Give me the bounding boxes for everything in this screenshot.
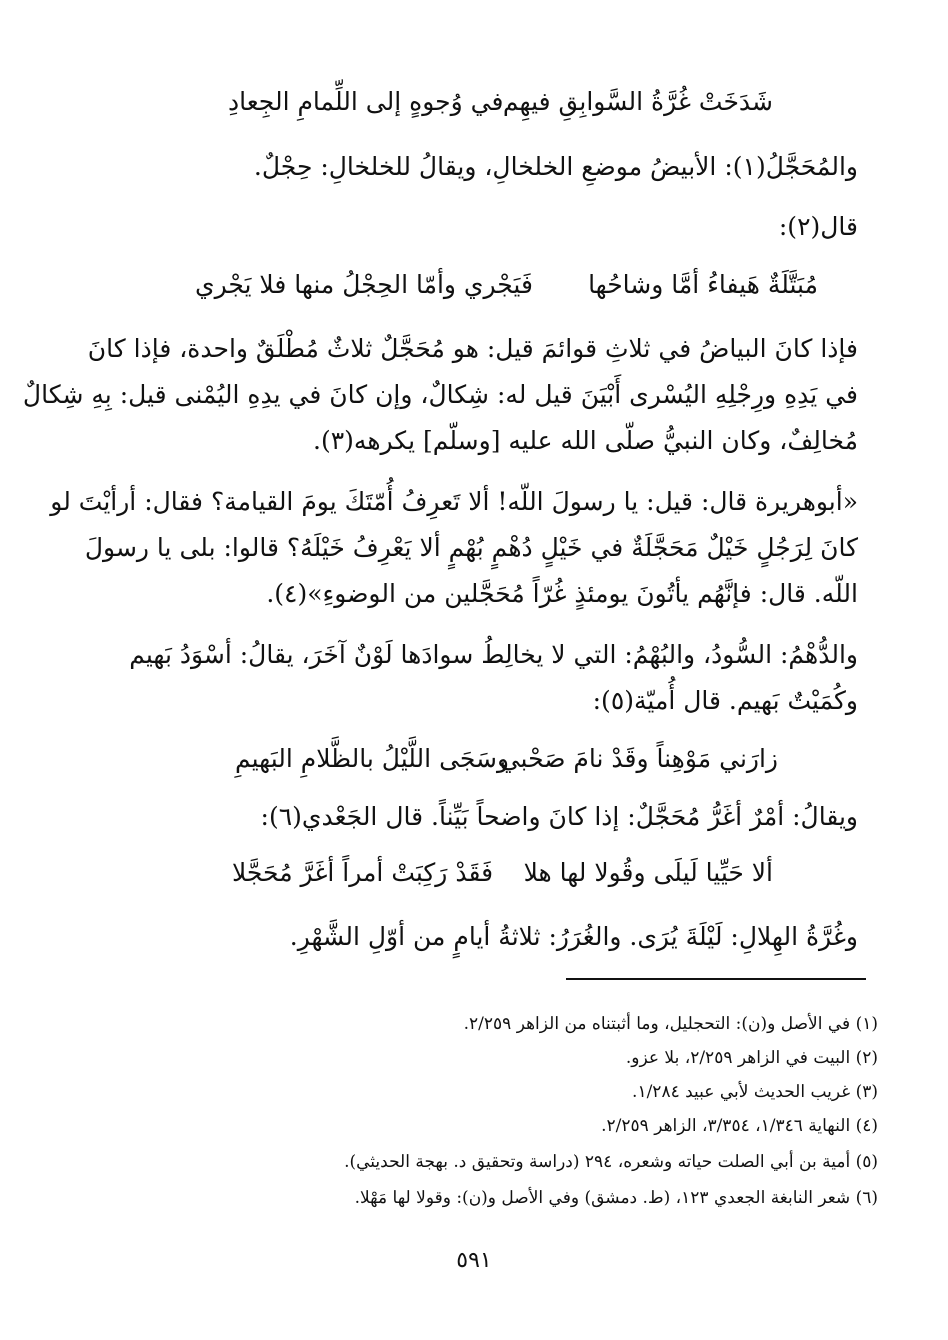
body-line-5: مُخالِفٌ، وكان النبيُّ صلّى الله عليه [وسلّم] يكرهه(٣). [313, 426, 858, 455]
verse-3-hemistich-right: زارَني مَوْهِناً وقَدْ نامَ صَحْبي [499, 744, 778, 773]
verse-3-hemistich-left: وسَجَى اللَّيْلُ بالظَّلامِ البَهيمِ [235, 744, 510, 773]
page-number: ٥٩١ [456, 1248, 492, 1273]
footnote-6: (٦) شعر النابغة الجعدي ١٢٣، (ط. دمشق) وفي الأصل و(ن): وقولا لها مَهْلا. [354, 1188, 878, 1208]
body-line-9: والدُّهْمُ: السُّودُ، والبُهْمُ: التي لا يخالِطُ سوادَها لَوْنٌ آخَرَ، يقالُ: أسْوَدُ بَهيم [129, 640, 858, 669]
verse-2-hemistich-left: فَيَجْري وأمّا الحِجْلُ منها فلا يَجْري [195, 270, 533, 299]
body-line-6: «أبوهريرة قال: قيل: يا رسولَ اللّه! ألا تَعرِفُ أُمّتَكَ يومَ القيامة؟ فقال: أرأيْتَ لو [50, 487, 858, 516]
footnote-3: (٣) غريب الحديث لأبي عبيد ١/٢٨٤. [632, 1082, 878, 1102]
body-line-8: اللّه. قال: فإنَّهُم يأتُونَ يومئذٍ غُرّاً مُحَجَّلين من الوضوءِ»(٤). [266, 579, 858, 608]
verse-1-hemistich-left: في وُجوهٍ إلى اللِّمامِ الجِعادِ [228, 87, 504, 116]
body-line-10: وكُمَيْتٌ بَهيم. قال أُميّة(٥): [592, 686, 858, 715]
footnote-2: (٢) البيت في الزاهر ٢/٢٥٩، بلا عزو. [625, 1048, 878, 1068]
footnote-4: (٤) النهاية ١/٣٤٦، ٣/٣٥٤، الزاهر ٢/٢٥٩. [601, 1116, 878, 1136]
verse-4-hemistich-right: ألا حَيِّيا لَيلَى وقُولا لها هلا [523, 858, 773, 887]
body-line-12: وغُرَّةُ الهِلالِ: لَيْلَةَ يُرَى. والغُرَرُ: ثلاثةُ أيامٍ من أوّلِ الشَّهْرِ. [289, 922, 858, 951]
footnote-5: (٥) أمية بن أبي الصلت حياته وشعره، ٢٩٤ (دراسة وتحقيق د. بهجة الحديثي). [344, 1152, 878, 1172]
body-line-7: كانَ لِرَجُلٍ خَيْلٌ مَحَجَّلَةٌ في خَيْلٍ دُهْمٍ بُهْمٍ ألا يَعْرِفُ خَيْلَهُ؟ قالوا: بلى يا رسولَ [84, 533, 858, 562]
body-line-11: ويقالُ: أمْرٌ أغَرُّ مُحَجَّلٌ: إذا كانَ واضحاً بَيِّناً. قال الجَعْدي(٦): [260, 802, 858, 831]
body-line-1: والمُحَجَّلُ(١): الأبيضُ موضعِ الخلخالِ، ويقالُ للخلخالِ: حِجْلٌ. [253, 152, 858, 181]
body-line-2: قال(٢): [778, 212, 858, 241]
body-line-3: فإذا كانَ البياضُ في ثلاثِ قوائمَ قيل: هو مُحَجَّلٌ ثلاثٌ مُطْلَقٌ واحدة، فإذا كانَ [87, 334, 858, 363]
verse-2-hemistich-right: مُبَتَّلَةٌ هَيفاءُ أمَّا وشاحُها [588, 270, 818, 299]
verse-1-hemistich-right: شَدَخَتْ غُرَّةُ السَّوابِقِ فيهِم [502, 87, 773, 116]
footnote-divider [566, 978, 866, 980]
verse-4-hemistich-left: فَقَدْ رَكِبَتْ أمراً أغَرَّ مُحَجَّلا [232, 858, 494, 887]
body-line-4: في يَدِهِ ورِجْلِهِ اليُسْرى أَبْيَنَ قيل له: شِكالٌ، وإن كانَ في يدِهِ اليُمْنى قيل: بِهِ شِكالٌ [22, 380, 858, 409]
footnote-1: (١) في الأصل و(ن): التحجليل، وما أثبتناه من الزاهر ٢/٢٥٩. [463, 1014, 878, 1034]
